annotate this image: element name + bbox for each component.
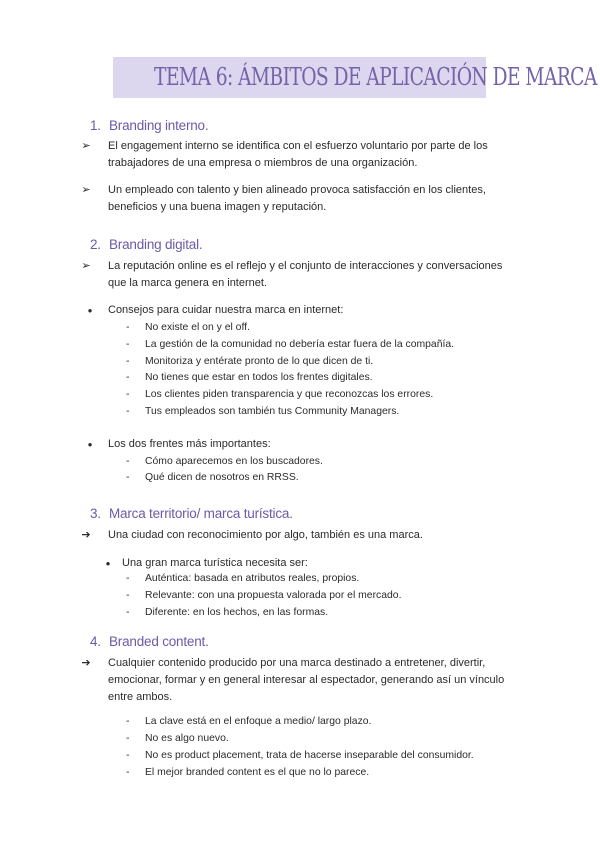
dash-bullet: - bbox=[126, 716, 130, 727]
sub-item: Monitoriza y entérate pronto de lo que dicen de ti. bbox=[145, 356, 374, 367]
list-item-line: Cualquier contenido producido por una marca destinado a entretener, divertir, bbox=[108, 657, 486, 669]
dash-bullet: - bbox=[126, 573, 130, 584]
dash-bullet: - bbox=[126, 356, 130, 367]
sub-item: Qué dicen de nosotros en RRSS. bbox=[145, 472, 299, 483]
dash-bullet: - bbox=[126, 389, 130, 400]
section-heading bbox=[90, 118, 208, 133]
section-heading bbox=[90, 634, 209, 649]
sub-item: No existe el on y el off. bbox=[145, 322, 250, 333]
sub-item: Los clientes piden transparencia y que reconozcas los errores. bbox=[145, 389, 434, 400]
sub-item: Cómo aparecemos en los buscadores. bbox=[145, 456, 323, 467]
sub-item: No es product placement, trata de hacerse inseparable del consumidor. bbox=[145, 750, 474, 761]
list-item-line: trabajadores de una empresa o miembros de una organización. bbox=[108, 157, 418, 169]
section-heading bbox=[90, 237, 202, 252]
list-item bbox=[108, 655, 504, 706]
dash-bullet: - bbox=[126, 590, 130, 601]
section-heading bbox=[90, 506, 293, 521]
section-title: Branding digital. bbox=[109, 237, 203, 252]
arrowhead-bullet-icon: ➢ bbox=[81, 260, 91, 272]
sub-item: No es algo nuevo. bbox=[145, 733, 229, 744]
sub-item: El mejor branded content es el que no lo parece. bbox=[145, 767, 370, 778]
section-title: Marca territorio/ marca turística. bbox=[109, 506, 293, 521]
list-item-line: El engagement interno se identifica con el esfuerzo voluntario por parte de los bbox=[108, 140, 488, 152]
list-item bbox=[108, 258, 502, 292]
sub-item: No tienes que estar en todos los frentes digitales. bbox=[145, 372, 373, 383]
arrow-bullet-icon: ➔ bbox=[81, 657, 91, 669]
sub-item: Diferente: en los hechos, en las formas. bbox=[145, 607, 329, 618]
list-item-line: Consejos para cuidar nuestra marca en internet: bbox=[108, 304, 344, 316]
section-title: Branding interno. bbox=[109, 118, 209, 133]
list-item bbox=[108, 302, 343, 319]
list-item bbox=[108, 436, 271, 453]
section-number: 1. bbox=[90, 118, 101, 133]
list-item-line: entre ambos. bbox=[108, 691, 173, 703]
sub-item: Relevante: con una propuesta valorada por el mercado. bbox=[145, 590, 402, 601]
sub-item: Tus empleados son también tus Community Managers. bbox=[145, 406, 400, 417]
list-item-line: Los dos frentes más importantes: bbox=[108, 438, 271, 450]
section-number: 3. bbox=[90, 506, 101, 521]
dash-bullet: - bbox=[126, 339, 130, 350]
list-item-line: Una ciudad con reconocimiento por algo, también es una marca. bbox=[108, 529, 423, 541]
arrow-bullet-icon: ➔ bbox=[81, 529, 91, 541]
dash-bullet: - bbox=[126, 372, 130, 383]
list-item bbox=[122, 555, 308, 572]
round-bullet-icon: ● bbox=[87, 440, 93, 449]
list-item-line: Un empleado con talento y bien alineado provoca satisfacción en los clientes, bbox=[108, 184, 486, 196]
list-item-line: emocionar, formar y en general interesar al espectador, generando así un vínculo bbox=[108, 674, 505, 686]
list-item-line: beneficios y una buena imagen y reputación. bbox=[108, 201, 327, 213]
sub-item: La clave está en el enfoque a medio/ largo plazo. bbox=[145, 716, 372, 727]
arrowhead-bullet-icon: ➢ bbox=[81, 140, 91, 152]
dash-bullet: - bbox=[126, 607, 130, 618]
page-title: TEMA 6: ÁMBITOS DE APLICACIÓN DE MARCA bbox=[154, 63, 597, 91]
dash-bullet: - bbox=[126, 322, 130, 333]
section-number: 4. bbox=[90, 634, 101, 649]
dash-bullet: - bbox=[126, 472, 130, 483]
dash-bullet: - bbox=[126, 750, 130, 761]
list-item-line: Una gran marca turística necesita ser: bbox=[122, 557, 308, 569]
dash-bullet: - bbox=[126, 406, 130, 417]
list-item bbox=[108, 527, 423, 544]
list-item-line: La reputación online es el reflejo y el conjunto de interacciones y conversaciones bbox=[108, 260, 503, 272]
arrowhead-bullet-icon: ➢ bbox=[81, 184, 91, 196]
dash-bullet: - bbox=[126, 767, 130, 778]
list-item bbox=[108, 182, 486, 216]
round-bullet-icon: ● bbox=[87, 306, 93, 315]
dash-bullet: - bbox=[126, 456, 130, 467]
round-bullet-icon: ● bbox=[105, 559, 111, 568]
sub-item: La gestión de la comunidad no debería estar fuera de la compañía. bbox=[145, 339, 455, 350]
section-number: 2. bbox=[90, 237, 101, 252]
list-item-line: que la marca genera en internet. bbox=[108, 277, 267, 289]
dash-bullet: - bbox=[126, 733, 130, 744]
list-item bbox=[108, 138, 488, 172]
sub-item: Auténtica: basada en atributos reales, propios. bbox=[145, 573, 360, 584]
section-title: Branded content. bbox=[109, 634, 209, 649]
